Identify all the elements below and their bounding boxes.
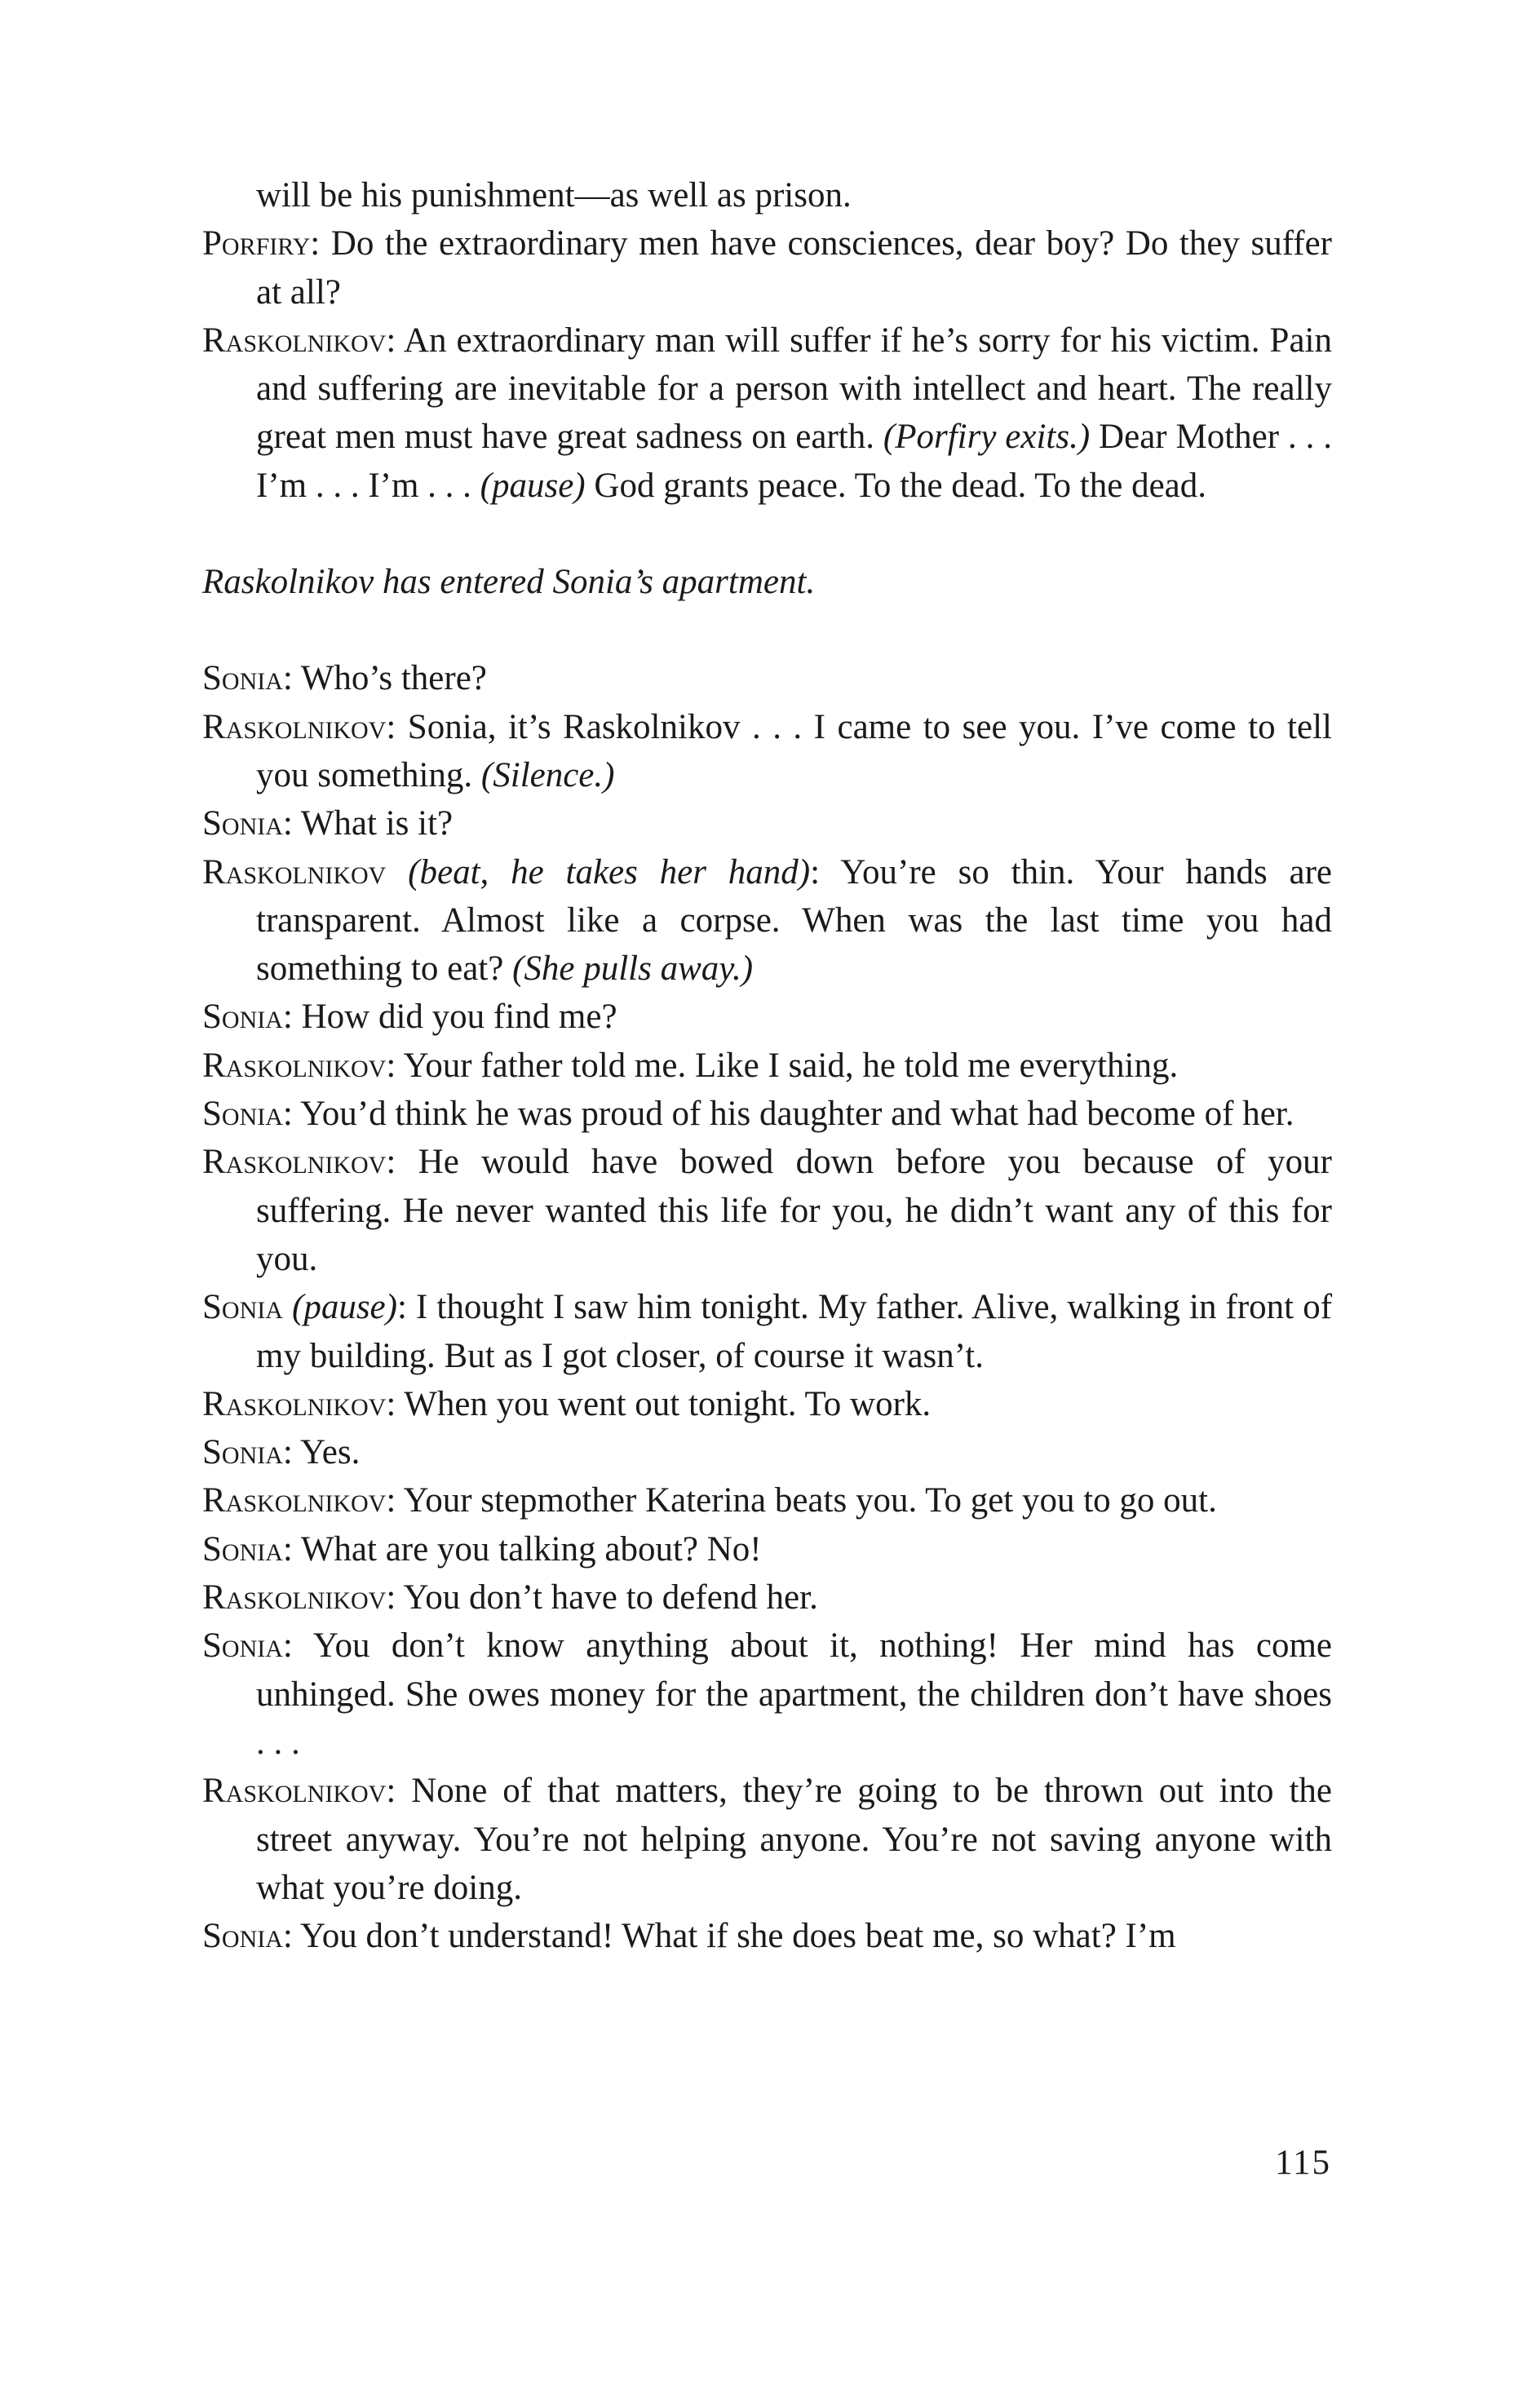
- speaker-name: Sonia: [202, 804, 283, 843]
- dialogue-line: [202, 1042, 1332, 1090]
- dialogue-line: [202, 703, 1332, 800]
- dialogue-line: [202, 799, 1332, 847]
- dialogue-line: [202, 1912, 1332, 1960]
- dialogue-text: : I thought I saw him tonight. My father. Alive, walking in front of my building. But as I got closer, of course it wasn’t.: [256, 1288, 1333, 1375]
- play-text: [202, 171, 1332, 1960]
- dialogue-line: [202, 1138, 1332, 1283]
- dialogue-line: [202, 1476, 1332, 1524]
- speaker-name: Raskolnikov: [202, 1046, 387, 1085]
- dialogue-text: Dear Mother . . . I’m . . . I’m . . .: [256, 418, 1332, 505]
- dialogue-text: : None of that matters, they’re going to be thrown out into the street anyway. You’re not helping anyone. You’re not saving anyone with what you’re doing.: [256, 1772, 1332, 1907]
- dialogue-text: : You’d think he was proud of his daughter and what had become of her.: [282, 1095, 1294, 1134]
- speaker-name: Sonia: [202, 1288, 283, 1327]
- dialogue-text: : What is it?: [282, 804, 454, 843]
- dialogue-line: [202, 219, 1332, 316]
- dialogue-line: [202, 1428, 1332, 1476]
- dialogue-line: [202, 1767, 1332, 1912]
- speaker-name: Raskolnikov: [202, 707, 387, 746]
- dialogue-line: [202, 654, 1332, 702]
- continued-speech: [202, 171, 1332, 219]
- dialogue-line: [202, 848, 1332, 993]
- dialogue-line: [202, 1622, 1332, 1767]
- dialogue-line: [202, 316, 1332, 510]
- stage-direction: (She pulls away.): [512, 949, 754, 989]
- dialogue-text: : Sonia, it’s Raskolnikov . . . I came to see you. I’ve come to tell you something.: [256, 707, 1332, 794]
- dialogue-text: : An extraordinary man will suffer if he’s sorry for his victim. Pain and suffering are inevitable for a person with intellect and heart. The really great men must have great sadness on earth.: [256, 321, 1332, 457]
- dialogue-text: : You’re so thin. Your hands are transparent. Almost like a corpse. When was the last time you had something to eat?: [256, 852, 1333, 989]
- dialogue-text: : Your father told me. Like I said, he told me everything.: [386, 1046, 1179, 1085]
- dialogue-line: [202, 1380, 1332, 1428]
- dialogue-text: : Do the extraordinary men have consciences, dear boy? Do they suffer at all?: [256, 224, 1332, 312]
- speaker-name: Raskolnikov: [202, 321, 387, 360]
- speaker-name: Sonia: [202, 1433, 283, 1472]
- speaker-name: Raskolnikov: [202, 1481, 387, 1520]
- speaker-name: Raskolnikov: [202, 1772, 387, 1811]
- speaker-name: Sonia: [202, 1626, 283, 1666]
- dialogue-text: : You don’t have to defend her.: [386, 1578, 818, 1617]
- dialogue-text: : How did you find me?: [282, 998, 617, 1037]
- dialogue-text: : What are you talking about? No!: [282, 1529, 762, 1569]
- dialogue-text: : When you went out tonight. To work.: [386, 1384, 932, 1423]
- dialogue-line: [202, 993, 1332, 1041]
- speaker-name: Sonia: [202, 1917, 283, 1956]
- stage-direction-line: [202, 558, 1332, 606]
- dialogue-text: [386, 853, 408, 892]
- dialogue-line: [202, 1525, 1332, 1573]
- stage-direction: (beat, he takes her hand): [408, 852, 811, 892]
- stage-direction: (Porfiry exits.): [883, 418, 1091, 457]
- dialogue-text: [283, 1288, 292, 1326]
- dialogue-text: : He would have bowed down before you because of your suffering. He never wanted this life for you, he didn’t want any of this for you.: [256, 1143, 1332, 1278]
- speaker-name: Sonia: [202, 1095, 283, 1134]
- dialogue-line: [202, 1283, 1332, 1380]
- page-number: 115: [1275, 2144, 1331, 2182]
- speaker-name: Raskolnikov: [202, 852, 387, 892]
- stage-direction: (pause): [480, 466, 586, 505]
- speaker-name: Raskolnikov: [202, 1143, 387, 1182]
- speaker-name: Sonia: [202, 1529, 283, 1569]
- section-gap: [202, 510, 1332, 558]
- stage-direction: (Silence.): [480, 755, 615, 794]
- dialogue-text: will be his punishment—as well as prison.: [256, 176, 852, 215]
- dialogue-line: [202, 1573, 1332, 1622]
- speaker-name: Sonia: [202, 659, 283, 698]
- section-gap: [202, 606, 1332, 654]
- dialogue-text: Raskolnikov has entered Sonia’s apartment.: [202, 563, 816, 602]
- speaker-name: Porfiry: [202, 224, 311, 263]
- dialogue-text: : Who’s there?: [282, 659, 487, 698]
- dialogue-text: : You don’t understand! What if she does beat me, so what? I’m: [282, 1917, 1176, 1956]
- dialogue-text: : Your stepmother Katerina beats you. To get you to go out.: [386, 1481, 1217, 1520]
- speaker-name: Raskolnikov: [202, 1384, 387, 1423]
- dialogue-text: God grants peace. To the dead. To the dead.: [585, 466, 1207, 505]
- dialogue-text: : You don’t know anything about it, nothing! Her mind has come unhinged. She owes money for the apartment, the children don’t have shoes . . .: [256, 1626, 1332, 1762]
- speaker-name: Sonia: [202, 998, 283, 1037]
- dialogue-line: [202, 1090, 1332, 1138]
- speaker-name: Raskolnikov: [202, 1578, 387, 1617]
- stage-direction: (pause): [292, 1288, 397, 1327]
- dialogue-text: : Yes.: [282, 1433, 361, 1472]
